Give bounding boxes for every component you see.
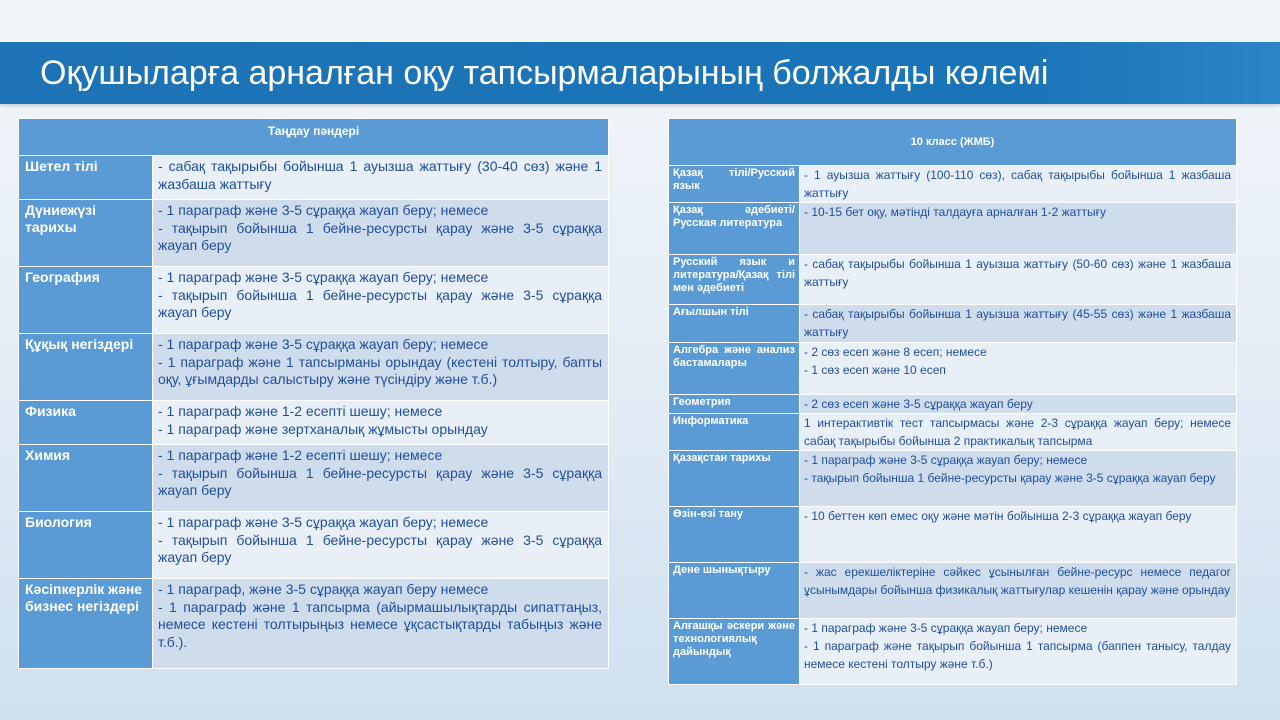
table-row [19, 579, 609, 669]
table-row [669, 395, 1237, 414]
assignment-line: - 1 параграф және 3-5 сұраққа жауап беру; немесе [804, 453, 1088, 467]
subject-cell: Химия [19, 445, 153, 512]
assignment-cell [800, 255, 1237, 305]
assignment-line: - 1 параграф және 3-5 сұраққа жауап беру; немесе [158, 514, 489, 530]
table-row [19, 200, 609, 267]
subject-cell: География [19, 267, 153, 334]
subject-cell: Информатика [669, 414, 800, 451]
assignment-cell [800, 563, 1237, 619]
subject-cell: Биология [19, 512, 153, 579]
subject-cell: Дүниежүзі тарихы [19, 200, 153, 267]
assignment-line: - 1 параграф және 1-2 есепті шешу; немесе [158, 403, 443, 419]
assignment-line: 1 интерактивтік тест тапсырмасы және 2-3 сұраққа жауап беру; немесе сабақ тақырыбы бойынша 2 практикалық тапсырма [804, 416, 1232, 448]
table-row [669, 507, 1237, 563]
subject-cell: Шетел тілі [19, 156, 153, 200]
assignment-cell [800, 395, 1237, 414]
assignment-line: - 1 сөз есеп және 10 есеп [804, 363, 946, 377]
grade-10-table [668, 118, 1237, 685]
table-header-row [19, 119, 609, 156]
assignment-line: - сабақ тақырыбы бойынша 1 ауызша жаттығу (30-40 сөз) және 1 жазбаша жаттығу [158, 158, 603, 192]
table-row [19, 156, 609, 200]
assignment-line: - тақырып бойынша 1 бейне-ресурсты қарау және 3-5 сұраққа жауап беру [158, 219, 603, 254]
assignment-line: - тақырып бойынша 1 бейне-ресурсты қарау және 3-5 сұраққа жауап беру [158, 286, 603, 321]
assignment-line: - 1 параграф және 3-5 сұраққа жауап беру; немесе [158, 269, 489, 285]
table-row [19, 267, 609, 334]
table-row [669, 451, 1237, 507]
table-row [19, 445, 609, 512]
assignment-line: - 1 параграф және 3-5 сұраққа жауап беру; немесе [804, 621, 1088, 635]
table-row [19, 401, 609, 445]
table-row [19, 512, 609, 579]
assignment-line: - 1 параграф және 1 тапсырманы орындау (кестені толтыру, бапты оқу, ұғымдарды салыстыру және түсіндіру және т.б.) [158, 353, 603, 388]
table-row [669, 203, 1237, 255]
assignment-cell [800, 451, 1237, 507]
subject-cell: Алғашқы әскери және технологиялық дайындық [669, 619, 800, 685]
assignment-line: - 1 параграф және тақырып бойынша 1 тапсырма (баппен танысу, талдау немесе кестені толтыру және т.б.) [804, 639, 1232, 671]
assignment-cell [153, 401, 609, 445]
assignment-line: - 1 параграф және 1 тапсырма (айырмашылықтарды сипаттаңыз, немесе кестені толтырыңыз немесе ұқсастықтарды табыңыз және т.б.). [158, 598, 603, 650]
table-row [669, 305, 1237, 343]
assignment-cell [800, 343, 1237, 395]
assignment-line: - 1 параграф және 3-5 сұраққа жауап беру; немесе [158, 202, 489, 218]
subject-cell: Қазақ тілі/Русский язык [669, 166, 800, 203]
assignment-line: - 1 ауызша жаттығу (100-110 сөз), сабақ тақырыбы бойынша 1 жазбаша жаттығу [804, 168, 1232, 200]
subject-cell: Алгебра және анализ бастамалары [669, 343, 800, 395]
subject-cell: Қазақ әдебиеті/Русская литература [669, 203, 800, 255]
subject-cell: Кәсіпкерлік және бизнес негіздері [19, 579, 153, 669]
assignment-line: - тақырып бойынша 1 бейне-ресурсты қарау және 3-5 сұраққа жауап беру [804, 471, 1216, 485]
assignment-cell [153, 334, 609, 401]
assignment-cell [153, 512, 609, 579]
subject-cell: Физика [19, 401, 153, 445]
assignment-line: - 1 параграф, және 3-5 сұраққа жауап беру немесе [158, 581, 489, 597]
table-header: 10 класс (ЖМБ) [669, 119, 1237, 166]
assignment-cell [153, 267, 609, 334]
table-row [669, 343, 1237, 395]
assignment-cell [800, 203, 1237, 255]
table-row [669, 166, 1237, 203]
table-row [669, 414, 1237, 451]
assignment-line: - 2 сөз есеп және 3-5 сұраққа жауап беру [804, 397, 1033, 411]
assignment-line: - 10 беттен көп емес оқу және мәтін бойынша 2-3 сұраққа жауап беру [804, 509, 1192, 523]
subject-cell: Өзін-өзі тану [669, 507, 800, 563]
assignment-cell [153, 445, 609, 512]
subject-cell: Қазақстан тарихы [669, 451, 800, 507]
assignment-line: - 1 параграф және 3-5 сұраққа жауап беру; немесе [158, 336, 489, 352]
subject-cell: Русский язык и литература/Қазақ тілі мен әдебиеті [669, 255, 800, 305]
subject-cell: Геометрия [669, 395, 800, 414]
assignment-cell [800, 305, 1237, 343]
assignment-line: - сабақ тақырыбы бойынша 1 ауызша жаттығу (45-55 сөз) және 1 жазбаша жаттығу [804, 307, 1232, 339]
assignment-cell [153, 579, 609, 669]
assignment-line: - жас ерекшеліктеріне сәйкес ұсынылған бейне-ресурс немесе педагог ұсынымдары бойынша физикалық жаттығулар кешенін қарау және орындау [804, 565, 1232, 597]
table-header: Таңдау пәндері [19, 119, 609, 156]
assignment-line: - 1 параграф және зертханалық жұмысты орындау [158, 420, 488, 437]
title-banner [0, 42, 1280, 104]
table-row [669, 563, 1237, 619]
assignment-cell [800, 414, 1237, 451]
page-title: Оқушыларға арналған оқу тапсырмаларының болжалды көлемі [40, 54, 1049, 92]
table-row [19, 334, 609, 401]
subject-cell: Ағылшын тілі [669, 305, 800, 343]
assignment-line: - сабақ тақырыбы бойынша 1 ауызша жаттығу (50-60 сөз) және 1 жазбаша жаттығу [804, 257, 1232, 289]
assignment-line: - 1 параграф және 1-2 есепті шешу; немесе [158, 447, 443, 463]
assignment-line: - тақырып бойынша 1 бейне-ресурсты қарау және 3-5 сұраққа жауап беру [158, 464, 603, 499]
table-row [669, 619, 1237, 685]
elective-subjects-table [18, 118, 609, 669]
assignment-cell [800, 507, 1237, 563]
subject-cell: Құқық негіздері [19, 334, 153, 401]
table-header-row [669, 119, 1237, 166]
assignment-line: - 10-15 бет оқу, мәтінді талдауға арналған 1-2 жаттығу [804, 205, 1107, 219]
assignment-cell [800, 166, 1237, 203]
table-row [669, 255, 1237, 305]
subject-cell: Дене шынықтыру [669, 563, 800, 619]
assignment-cell [153, 156, 609, 200]
assignment-line: - 2 сөз есеп және 8 есеп; немесе [804, 345, 987, 359]
assignment-line: - тақырып бойынша 1 бейне-ресурсты қарау және 3-5 сұраққа жауап беру [158, 531, 603, 566]
assignment-cell [800, 619, 1237, 685]
assignment-cell [153, 200, 609, 267]
